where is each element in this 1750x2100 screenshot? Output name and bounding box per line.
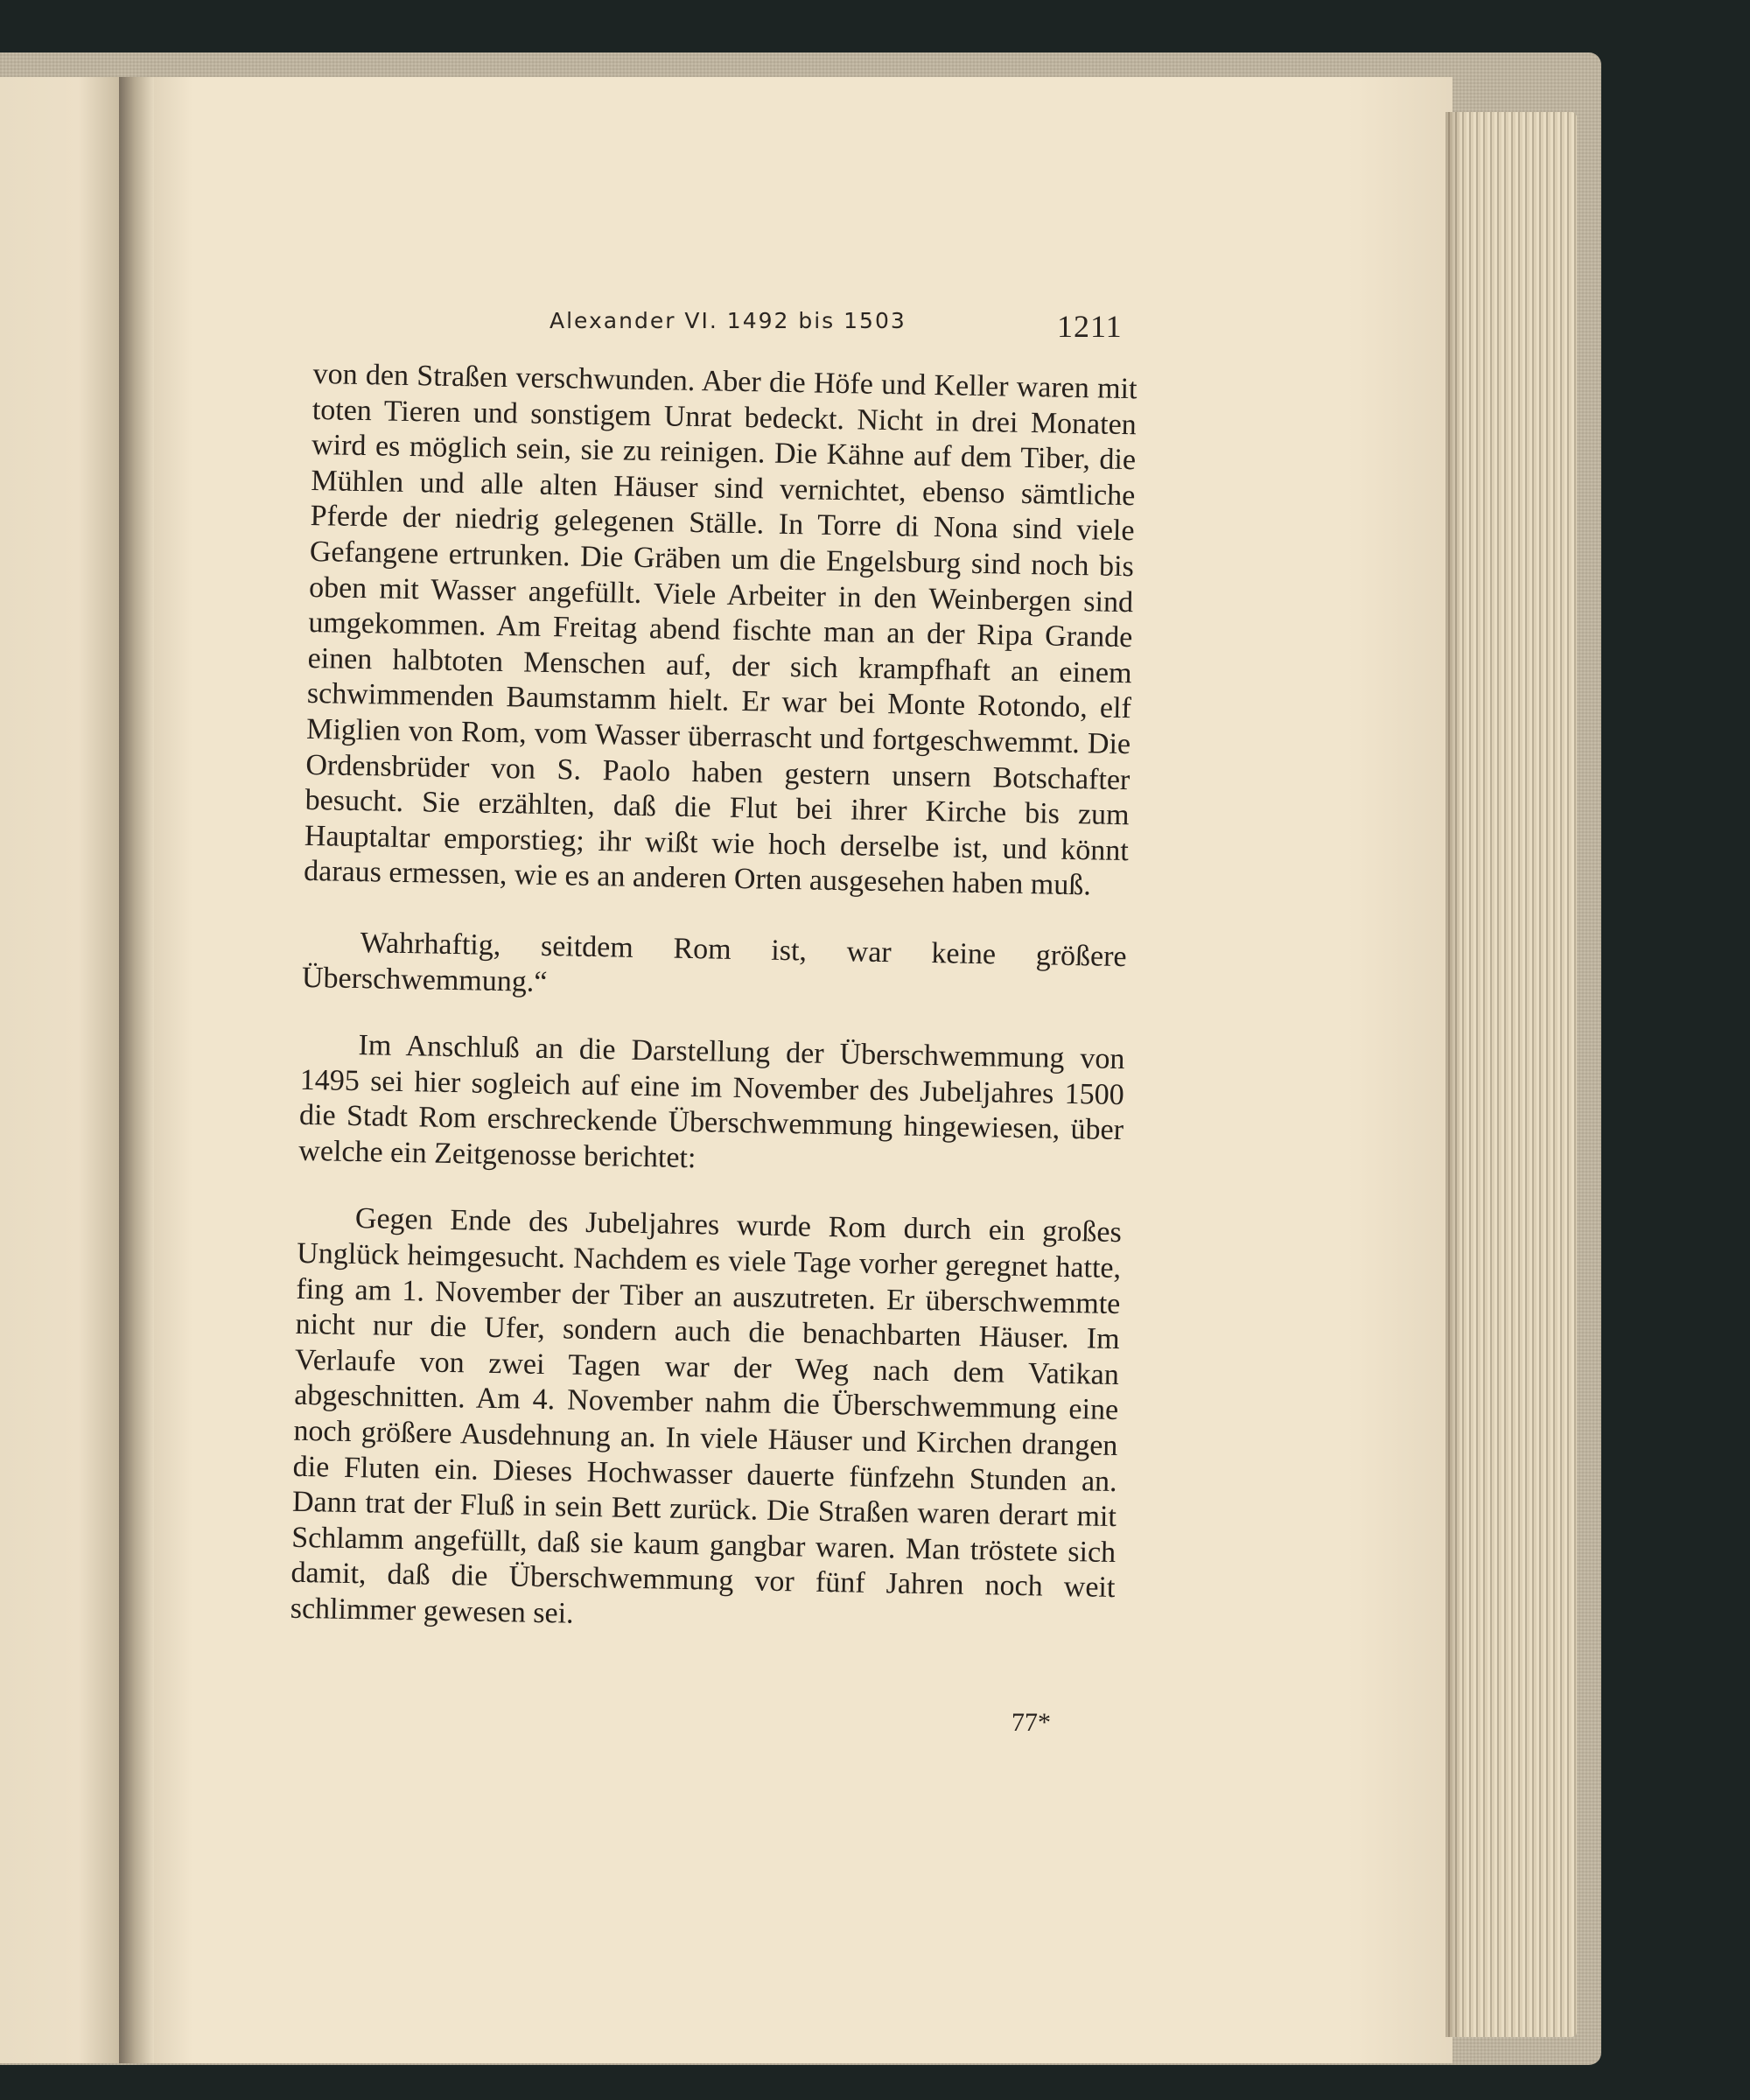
paragraph-4: Gegen Ende des Jubeljahres wurde Rom durch ein großes Unglück heimgesucht. Nachdem es viele Tage vorher geregnet hatte, fing am 1. November der Tiber an auszutreten. Er überschwemmte nicht nur die Ufer, sondern auch die benachbarten Häuser. Im Verlaufe von zwei Tagen war der Weg nach dem Vatikan abgeschnitten. Am 4. November nahm die Überschwemmung eine noch größere Ausdehnung an. In viele Häuser und Kirchen drangen die Fluten ein. Dieses Hochwasser dauerte fünfzehn Stunden an. Dann trat der Fluß in sein Bett zurück. Die Straßen waren derart mit Schlamm angefüllt, daß sie kaum gangbar waren. Man tröstete sich damit, daß die Überschwemmung vor fünf Jahren noch weit schlimmer gewesen sei.	[290, 1202, 1123, 1630]
paragraph-3: Im Anschluß an die Darstellung der Überschwemmung von 1495 sei hier sogleich auf eine im November des Jubeljahres 1500 die Stadt Rom erschreckende Überschwemmung hingewiesen, über welche ein Zeitgenosse berichtet:	[298, 1029, 1125, 1175]
page-edge-shadow	[1446, 112, 1463, 2037]
left-page-edge	[0, 77, 131, 2063]
signature-mark: 77*	[1012, 1708, 1051, 1737]
book-gutter	[119, 77, 154, 2063]
paragraph-1: von den Straßen verschwunden. Aber die Höfe und Keller waren mit toten Tieren und sonstigem Unrat bedeckt. Nicht in drei Monaten wird es möglich sein, sie zu reinigen. Die Kähne auf dem Tiber, die Mühlen und alle alten Häuser sind vernichtet, ebenso sämtliche Pferde der niedrig gelegenen Ställe. In Torre di Nona sind viele Gefangene ertrunken. Die Gräben um die Engelsburg sind noch bis oben mit Wasser angefüllt. Viele Arbeiter in den Weinbergen sind umgekommen. Am Freitag abend fischte man an der Ripa Grande einen halbtoten Menschen auf, der sich krampfhaft an einem schwimmenden Baumstamm hielt. Er war bei Monte Rotondo, elf Miglien von Rom, vom Wasser überrascht und fortgeschwemmt. Die Ordensbrüder von S. Paolo haben gestern unsern Botschafter besucht. Sie erzählten, daß die Flut bei ihrer Kirche bis zum Hauptaltar emporstieg; ihr wißt wie hoch derselbe ist, und könnt daraus ermessen, wie es an anderen Orten ausgesehen haben muß.	[303, 357, 1138, 902]
running-head: Alexander VI. 1492 bis 1503	[550, 308, 906, 333]
paragraph-2: Wahrhaftig, seitdem Rom ist, war keine größere Überschwemmung.“	[301, 927, 1127, 998]
page-block-edges	[1446, 112, 1577, 2037]
body-text	[290, 357, 1137, 1642]
page-number: 1211	[1057, 309, 1123, 344]
